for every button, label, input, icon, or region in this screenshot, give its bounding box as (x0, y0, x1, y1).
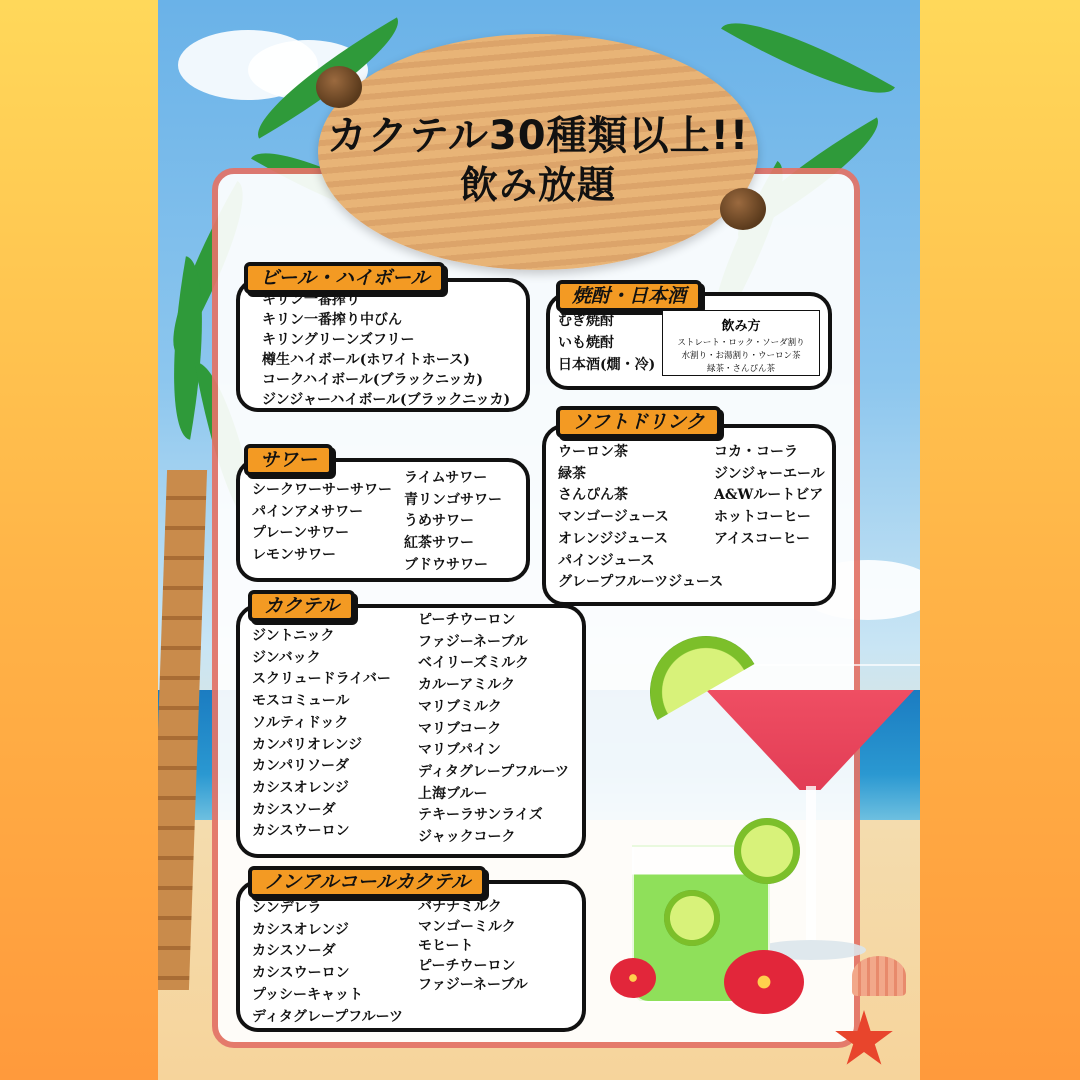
list-item: グレープフルーツジュース (558, 574, 724, 591)
soft-drink-list-right (714, 442, 825, 551)
hibiscus-icon (610, 958, 656, 998)
note-line: 水割り・お湯割り・ウーロン茶 (681, 351, 801, 361)
list-item: プレーンサワー (252, 525, 350, 542)
list-item: カシスオレンジ (252, 921, 349, 938)
list-item: レモンサワー (252, 547, 336, 564)
palm-leaf-icon (721, 0, 895, 119)
list-item: ジントニック (252, 628, 335, 644)
soft-drink-tag: ソフトドリンク (556, 406, 721, 438)
list-item: ファジーネーブル (418, 633, 528, 650)
list-item: カシスウーロン (252, 965, 350, 982)
note-line: 緑茶・さんぴん茶 (706, 364, 775, 374)
list-item: ライムサワー (404, 470, 488, 486)
cocktail-list-right (418, 610, 569, 849)
list-item: キリン一番搾り (262, 292, 360, 308)
list-item: うめサワー (404, 513, 474, 530)
cocktail-tag: カクテル (248, 590, 355, 622)
list-item: ウーロン茶 (558, 444, 628, 460)
list-item: シークワーサーサワー (252, 482, 392, 498)
list-item: 日本酒(燗・冷) (558, 357, 656, 373)
note-title: 飲み方 (721, 319, 761, 334)
list-item: キリン一番搾り中びん (262, 312, 402, 328)
list-item: モヒート (418, 938, 474, 954)
list-item: ソルティドック (252, 714, 349, 731)
list-item: ジャックコーク (418, 829, 516, 846)
non-alcohol-list-right (418, 898, 528, 996)
list-item: 紅茶サワー (404, 535, 474, 552)
shochu-list (558, 310, 655, 376)
list-item: カンパリソーダ (252, 758, 350, 775)
list-item: マリブパイン (418, 742, 501, 759)
list-item: スクリュードライバー (252, 671, 391, 688)
list-item: ファジーネーブル (418, 977, 528, 993)
list-item: モスコミュール (252, 693, 350, 710)
list-item: ホットコーヒー (714, 509, 811, 526)
list-item: ピーチウーロン (418, 612, 516, 628)
list-item: シンデレラ (252, 900, 322, 916)
list-item: マリブミルク (418, 698, 502, 715)
list-item: カシスウーロン (252, 823, 350, 840)
sour-tag: サワー (244, 444, 333, 476)
list-item: むぎ焼酎 (558, 313, 614, 329)
note-line: ストレート・ロック・ソーダ割り (677, 338, 805, 348)
list-item: パインアメサワー (252, 503, 364, 520)
beer-tag: ビール・ハイボール (244, 262, 445, 294)
page-title: カクテル30種類以上!! (326, 113, 750, 159)
list-item: 樽生ハイボール(ホワイトホース) (262, 352, 470, 368)
coconut-icon (316, 66, 362, 108)
non-alcohol-tag: ノンアルコールカクテル (248, 866, 486, 898)
list-item: カルーアミルク (418, 677, 516, 694)
list-item: アイスコーヒー (714, 530, 811, 547)
page-subtitle: 飲み放題 (459, 163, 616, 207)
list-item: キリングリーンズフリー (262, 332, 415, 348)
list-item: いも焼酎 (558, 335, 614, 351)
list-item: ベイリーズミルク (418, 655, 530, 672)
non-alcohol-list-left (252, 898, 403, 1028)
list-item: ジンジャーエール (714, 465, 825, 482)
list-item: 緑茶 (558, 465, 586, 482)
list-item: ディタグレープフルーツ (252, 1008, 404, 1025)
list-item: 青リンゴサワー (404, 491, 502, 508)
hibiscus-icon (724, 950, 804, 1014)
list-item: ジンジャーハイボール(ブラックニッカ) (262, 392, 511, 408)
lime-slice-icon (734, 818, 800, 884)
list-item: マリブコーク (418, 720, 502, 737)
list-item: カシスソーダ (252, 943, 336, 960)
soft-drink-list-left (558, 442, 723, 594)
seashell-icon (852, 956, 906, 996)
list-item: ディタグレープフルーツ (418, 763, 570, 780)
list-item: さんぴん茶 (558, 487, 628, 504)
beer-list (262, 290, 510, 410)
list-item: マンゴーミルク (418, 918, 516, 935)
sour-list-right (404, 468, 502, 577)
cocktail-list-left (252, 626, 391, 843)
list-item: コークハイボール(ブラックニッカ) (262, 372, 484, 388)
list-item: カンパリオレンジ (252, 736, 363, 753)
glass-stem (806, 786, 816, 946)
list-item: ブドウサワー (404, 556, 488, 573)
list-item: コカ・コーラ (714, 444, 798, 460)
list-item: カシスオレンジ (252, 779, 349, 796)
list-item: A&Wルートビア (714, 487, 824, 504)
list-item: ジンバック (252, 649, 321, 666)
list-item: バナナミルク (418, 899, 502, 915)
list-item: ピーチウーロン (418, 957, 516, 974)
list-item: マンゴージュース (558, 509, 669, 526)
sour-list-left (252, 480, 392, 567)
list-item: 上海ブルー (418, 785, 488, 802)
poster (158, 0, 920, 1080)
shochu-tag: 焼酎・日本酒 (556, 280, 702, 312)
list-item: オレンジジュース (558, 530, 668, 547)
lime-slice-icon (664, 890, 720, 946)
list-item: プッシーキャット (252, 986, 364, 1003)
list-item: パインジュース (558, 552, 655, 569)
list-item: テキーラサンライズ (418, 807, 543, 824)
list-item: カシスソーダ (252, 801, 336, 818)
drinking-style-note (662, 310, 820, 376)
